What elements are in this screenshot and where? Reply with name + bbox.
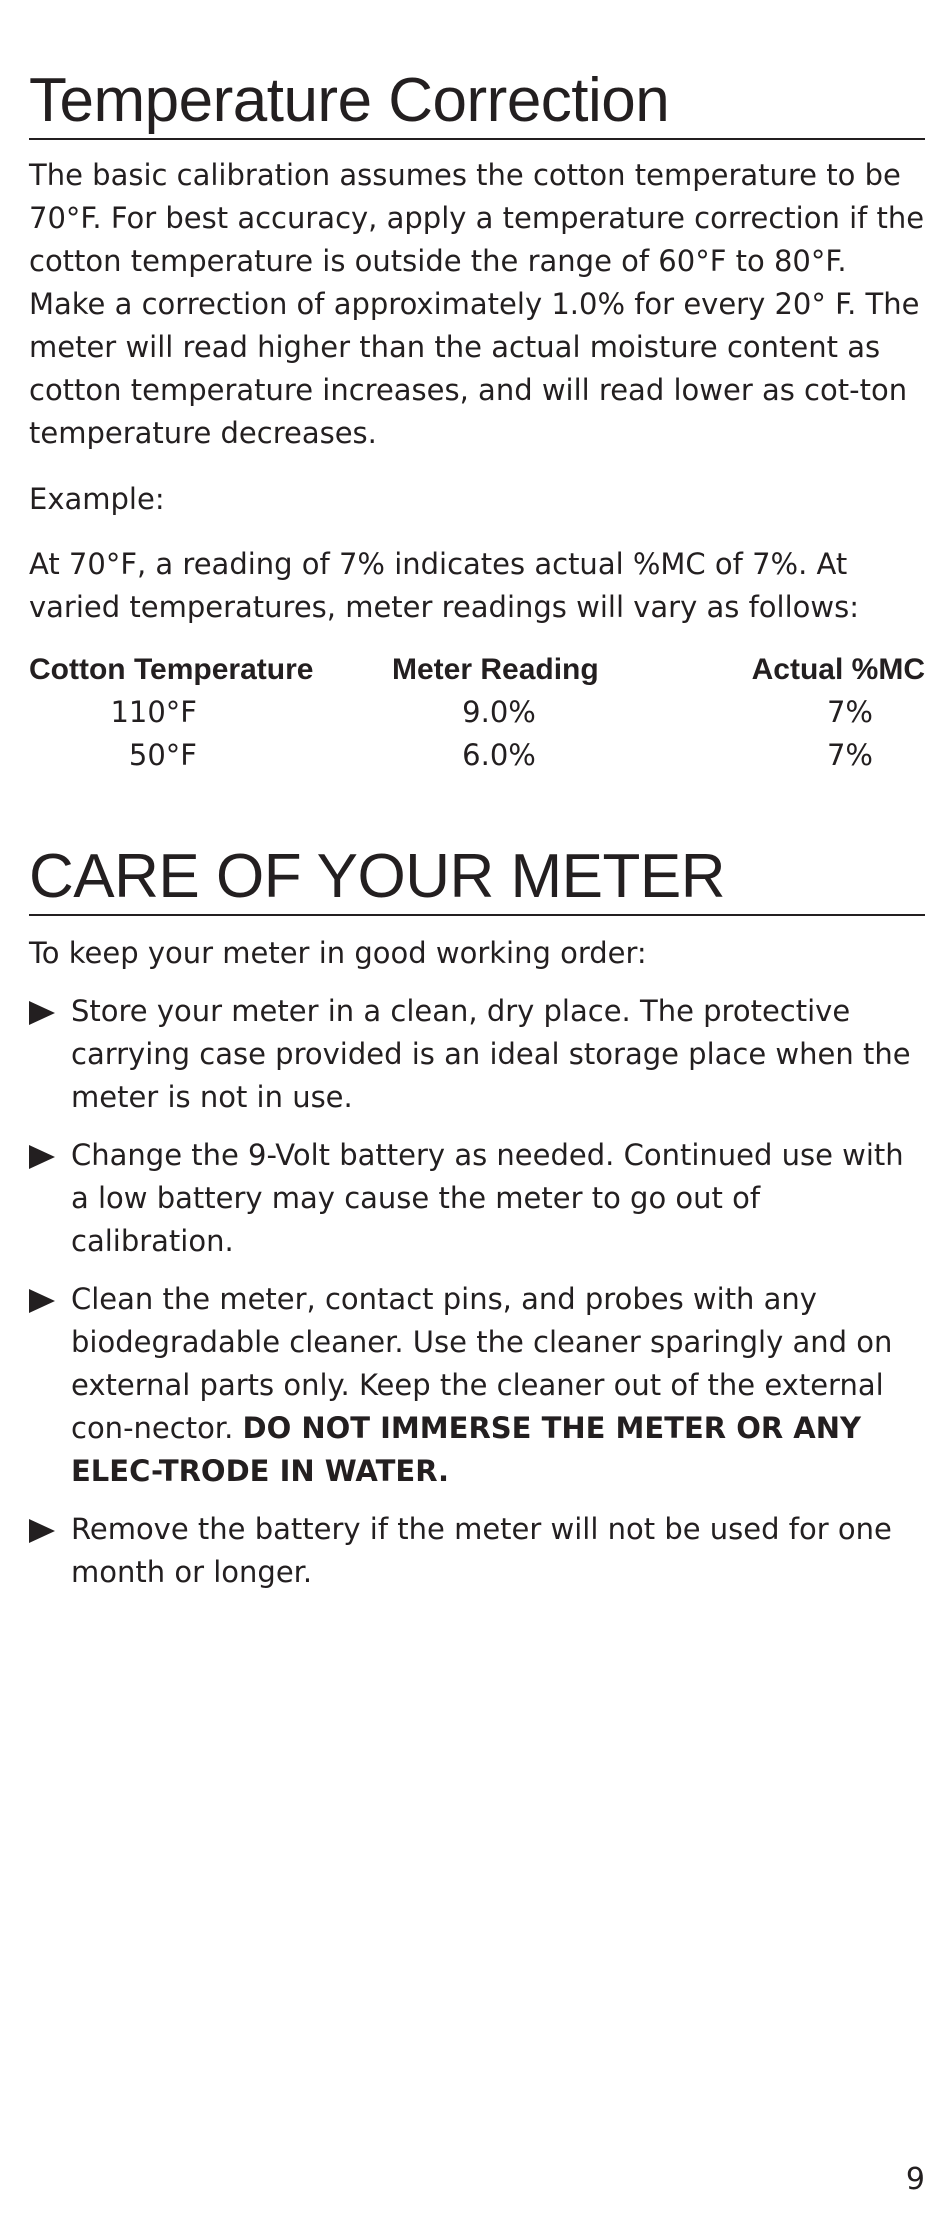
header-cotton-temperature: Cotton Temperature	[29, 653, 314, 686]
example-paragraph: At 70°F, a reading of 7% indicates actual %MC of 7%. At varied temperatures, meter readings will vary as follows:	[29, 547, 859, 624]
cell-temperature: 50°F	[128, 738, 197, 772]
calibration-paragraph: The basic calibration assumes the cotton temperature to be 70°F. For best accuracy, apply a temperature correction if the cotton temperature is outside the range of 60°F to 80°F. Make a correction of approximately 1.0% for every 20° F. The meter will read higher than the actual moisture content as cotton temperature increases, and will read lower as cot-ton temperature decreases.	[29, 158, 925, 450]
cell-meter-reading: 6.0%	[462, 738, 536, 772]
immersion-warning: DO NOT IMMERSE THE METER OR ANY ELEC-TRODE IN WATER.	[71, 1411, 862, 1488]
cell-meter-reading: 9.0%	[462, 695, 536, 729]
care-of-meter-heading: CARE OF YOUR METER	[29, 846, 925, 916]
temperature-correction-heading: Temperature Correction	[29, 70, 925, 140]
page-number: 9	[905, 2162, 925, 2197]
table-header-row	[29, 648, 925, 691]
list-item-text: Remove the battery if the meter will not be used for one month or longer.	[71, 1512, 892, 1589]
triangle-bullet-icon	[29, 1289, 55, 1313]
care-instructions-list	[29, 990, 925, 1609]
table-row	[29, 691, 925, 734]
cell-actual-mc: 7%	[826, 738, 873, 772]
triangle-bullet-icon	[29, 1145, 55, 1169]
list-item	[29, 1508, 925, 1594]
triangle-bullet-icon	[29, 1001, 55, 1025]
table-row	[29, 734, 925, 777]
care-intro-paragraph: To keep your meter in good working order:	[29, 936, 647, 970]
header-actual-mc: Actual %MC	[751, 653, 925, 686]
triangle-bullet-icon	[29, 1519, 55, 1543]
cell-temperature: 110°F	[110, 695, 197, 729]
list-item	[29, 1278, 925, 1493]
temperature-correction-table	[29, 648, 925, 777]
example-label: Example:	[29, 482, 165, 516]
header-meter-reading: Meter Reading	[392, 653, 599, 686]
list-item-text: Clean the meter, contact pins, and probes with any biodegradable cleaner. Use the cleaner sparingly and on external parts only. Keep the cleaner out of the external con-nector.	[71, 1282, 893, 1445]
list-item-text: Store your meter in a clean, dry place. The protective carrying case provided is an ideal storage place when the meter is not in use.	[71, 994, 911, 1114]
list-item-text: Change the 9-Volt battery as needed. Continued use with a low battery may cause the meter to go out of calibration.	[71, 1138, 904, 1258]
cell-actual-mc: 7%	[826, 695, 873, 729]
list-item	[29, 1134, 925, 1263]
list-item	[29, 990, 925, 1119]
